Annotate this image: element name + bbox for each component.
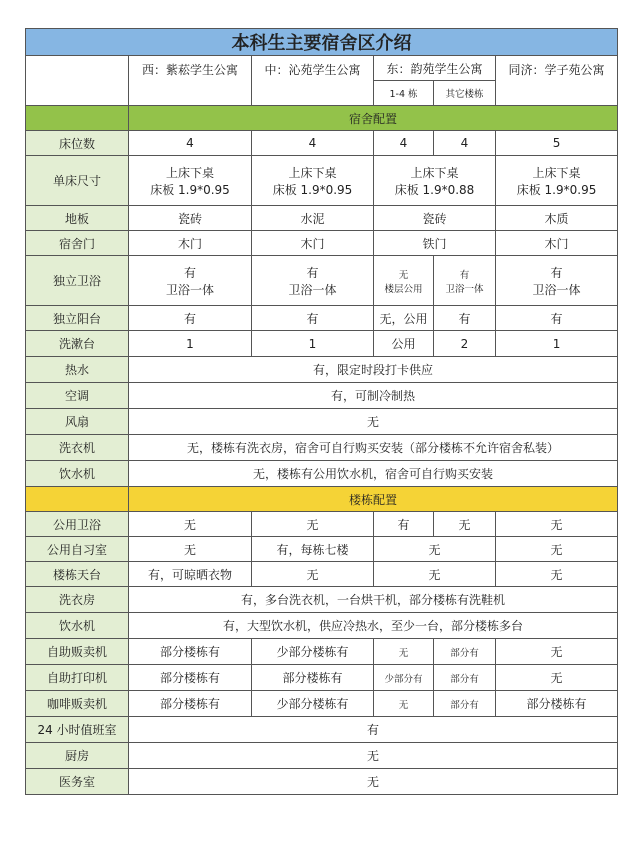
cell-line: 上床下桌: [165, 165, 214, 180]
table-row: [26, 156, 618, 206]
table-row: [26, 331, 618, 357]
cell: 无: [129, 512, 252, 537]
cell-line: 床板 1.9*0.95: [516, 182, 597, 197]
cell: 4: [374, 131, 434, 156]
cell: 1: [129, 331, 252, 357]
cell-line: 卫浴一体: [165, 282, 214, 297]
row-label: 自助贩卖机: [26, 639, 129, 665]
table-row: [26, 461, 618, 487]
section-dorm: [26, 106, 618, 131]
cell: 有，多台洗衣机，一台烘干机，部分楼栋有洗鞋机: [129, 587, 618, 613]
table-row: [26, 717, 618, 743]
row-label: 宿舍门: [26, 231, 129, 256]
cell-line: 有: [459, 269, 470, 281]
cell: 铁门: [374, 231, 496, 256]
table-row: [26, 537, 618, 562]
section-spacer: [26, 106, 129, 131]
cell: 无: [129, 537, 252, 562]
section-building: [26, 487, 618, 512]
cell: [434, 256, 496, 306]
cell: 瓷砖: [374, 206, 496, 231]
cell: 少部分楼栋有: [252, 691, 374, 717]
cell: 无: [496, 512, 618, 537]
cell: 有，可晾晒衣物: [129, 562, 252, 587]
table-row: [26, 665, 618, 691]
cell: 有: [374, 512, 434, 537]
row-label: 厨房: [26, 743, 129, 769]
cell: 无: [129, 743, 618, 769]
table-row: [26, 562, 618, 587]
cell: 无: [496, 537, 618, 562]
cell: 无: [496, 665, 618, 691]
table-row: [26, 769, 618, 795]
row-label: 公用自习室: [26, 537, 129, 562]
cell: 少部分楼栋有: [252, 639, 374, 665]
table-row: [26, 357, 618, 383]
cell: 有，每栋七楼: [252, 537, 374, 562]
cell-line: 卫浴一体: [288, 282, 337, 297]
cell: 有: [434, 306, 496, 331]
cell-line: 卫浴一体: [532, 282, 581, 297]
table-row: [26, 435, 618, 461]
dorm-comparison-table: [25, 28, 618, 795]
cell: [129, 156, 252, 206]
cell: [374, 156, 496, 206]
cell: 有: [129, 306, 252, 331]
cell-line: 床板 1.9*0.88: [394, 182, 475, 197]
cell-line: 有: [550, 265, 563, 280]
cell-line: 有: [183, 265, 196, 280]
cell: 无: [374, 639, 434, 665]
table-row: [26, 306, 618, 331]
cell-line: 上床下桌: [288, 165, 337, 180]
header-tongji: 同济：学子苑公寓: [496, 56, 618, 106]
cell-line: 无: [398, 269, 409, 281]
cell: 少部分有: [374, 665, 434, 691]
cell: 瓷砖: [129, 206, 252, 231]
cell: 部分楼栋有: [496, 691, 618, 717]
cell-line: 床板 1.9*0.95: [150, 182, 230, 197]
table-row: [26, 206, 618, 231]
cell: 1: [252, 331, 374, 357]
section-building-label: 楼栋配置: [129, 487, 618, 512]
table-row: [26, 409, 618, 435]
cell: 5: [496, 131, 618, 156]
table-title: 本科生主要宿舍区介绍: [26, 29, 618, 56]
cell: 无: [374, 537, 496, 562]
cell: [252, 156, 374, 206]
cell: 部分楼栋有: [129, 691, 252, 717]
header-corner: [26, 56, 129, 106]
table-row: [26, 231, 618, 256]
cell: 无: [129, 409, 618, 435]
row-label: 床位数: [26, 131, 129, 156]
cell: [496, 156, 618, 206]
cell: 4: [252, 131, 374, 156]
table-row: [26, 691, 618, 717]
cell: 无: [374, 562, 496, 587]
cell: 有: [129, 717, 618, 743]
table-row: [26, 383, 618, 409]
row-label: 饮水机: [26, 461, 129, 487]
table-row: [26, 512, 618, 537]
cell: 部分有: [434, 665, 496, 691]
cell: 无: [496, 639, 618, 665]
cell: 公用: [374, 331, 434, 357]
cell-line: 楼层公用: [384, 283, 423, 295]
cell: 木门: [496, 231, 618, 256]
table-row: [26, 256, 618, 306]
table-row: [26, 743, 618, 769]
row-label: 风扇: [26, 409, 129, 435]
cell: 无: [374, 691, 434, 717]
cell: [374, 256, 434, 306]
header-west: 西：紫菘学生公寓: [129, 56, 252, 106]
table-row: [26, 613, 618, 639]
cell: 无: [252, 562, 374, 587]
cell: 无: [252, 512, 374, 537]
header-east: 东：韵苑学生公寓: [374, 56, 496, 81]
cell: 木质: [496, 206, 618, 231]
row-label: 单床尺寸: [26, 156, 129, 206]
row-label: 空调: [26, 383, 129, 409]
section-dorm-label: 宿舍配置: [129, 106, 618, 131]
row-label: 热水: [26, 357, 129, 383]
row-label: 洗漱台: [26, 331, 129, 357]
cell: [496, 256, 618, 306]
cell: 2: [434, 331, 496, 357]
row-label: 自助打印机: [26, 665, 129, 691]
cell: 部分楼栋有: [129, 639, 252, 665]
cell: 无，楼栋有洗衣房，宿舍可自行购买安装（部分楼栋不允许宿舍私装）: [129, 435, 618, 461]
cell: 无: [434, 512, 496, 537]
cell-line: 床板 1.9*0.95: [272, 182, 353, 197]
header-mid: 中：沁苑学生公寓: [252, 56, 374, 106]
table-row: [26, 131, 618, 156]
cell: 无，楼栋有公用饮水机，宿舍可自行购买安装: [129, 461, 618, 487]
row-label: 24 小时值班室: [26, 717, 129, 743]
table-row: [26, 639, 618, 665]
row-label: 洗衣房: [26, 587, 129, 613]
cell: 4: [129, 131, 252, 156]
cell: 无，公用: [374, 306, 434, 331]
row-label: 独立阳台: [26, 306, 129, 331]
row-label: 楼栋天台: [26, 562, 129, 587]
cell: 有，可制冷制热: [129, 383, 618, 409]
cell: 有: [496, 306, 618, 331]
cell-line: 有: [306, 265, 319, 280]
header-east-sub1: 1-4 栋: [374, 81, 434, 106]
header-east-sub2: 其它楼栋: [434, 81, 496, 106]
cell: 1: [496, 331, 618, 357]
cell: 有，限定时段打卡供应: [129, 357, 618, 383]
cell: 无: [129, 769, 618, 795]
row-label: 咖啡贩卖机: [26, 691, 129, 717]
cell: 木门: [129, 231, 252, 256]
row-label: 饮水机: [26, 613, 129, 639]
cell-line: 上床下桌: [410, 165, 459, 180]
cell-line: 上床下桌: [532, 165, 581, 180]
row-label: 独立卫浴: [26, 256, 129, 306]
cell: 水泥: [252, 206, 374, 231]
row-label: 地板: [26, 206, 129, 231]
cell: [129, 256, 252, 306]
header-row: [26, 56, 618, 81]
cell: 无: [496, 562, 618, 587]
cell: 有: [252, 306, 374, 331]
row-label: 医务室: [26, 769, 129, 795]
cell: 部分楼栋有: [252, 665, 374, 691]
cell: 有，大型饮水机，供应冷热水，至少一台，部分楼栋多台: [129, 613, 618, 639]
row-label: 公用卫浴: [26, 512, 129, 537]
title-row: [26, 29, 618, 56]
cell: 木门: [252, 231, 374, 256]
table-row: [26, 587, 618, 613]
cell: 部分有: [434, 639, 496, 665]
row-label: 洗衣机: [26, 435, 129, 461]
cell: 部分有: [434, 691, 496, 717]
cell: [252, 256, 374, 306]
cell: 部分楼栋有: [129, 665, 252, 691]
cell: 4: [434, 131, 496, 156]
section-spacer: [26, 487, 129, 512]
cell-line: 卫浴一体: [445, 283, 484, 295]
